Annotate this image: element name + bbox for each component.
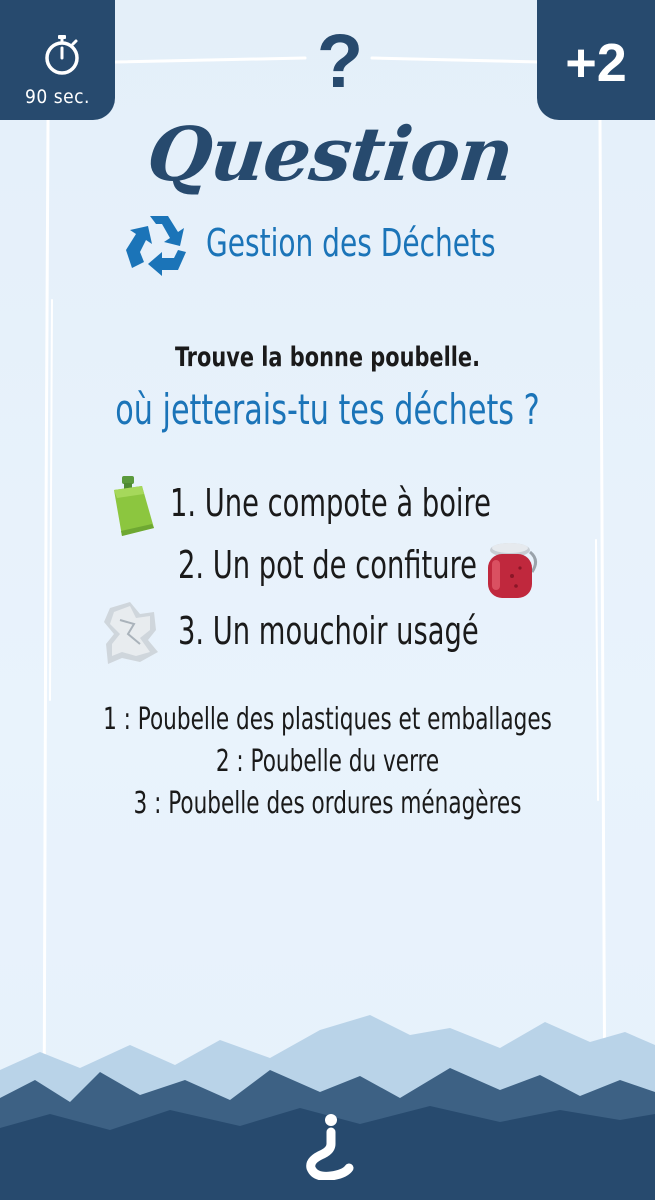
answer-3: 3 : Poubelle des ordures ménagères <box>133 786 522 821</box>
option-1: 1. Une compote à boire <box>170 481 491 525</box>
points-value: +2 <box>565 33 627 93</box>
drink-pouch-icon <box>108 474 160 540</box>
page-title: Question <box>143 112 517 198</box>
question-mark-icon: ? <box>316 19 364 104</box>
answer-2: 2 : Poubelle du verre <box>215 744 440 779</box>
instruction-text: Trouve la bonne poubelle. <box>174 342 481 373</box>
question-text: où jetterais-tu tes déchets ? <box>115 385 540 434</box>
stopwatch-icon <box>42 34 82 76</box>
option-3: 3. Un mouchoir usagé <box>178 609 479 653</box>
recycle-icon <box>124 212 194 280</box>
answer-1: 1 : Poubelle des plastiques et emballages <box>103 702 552 737</box>
timer-badge <box>0 0 115 120</box>
timer-label: 90 sec. <box>25 86 90 108</box>
tissue-icon <box>100 600 162 666</box>
category-label: Gestion des Déchets <box>206 221 496 265</box>
jam-jar-icon <box>484 540 542 602</box>
inverted-question-mark-icon <box>297 1110 357 1180</box>
option-2: 2. Un pot de confiture <box>178 543 477 587</box>
